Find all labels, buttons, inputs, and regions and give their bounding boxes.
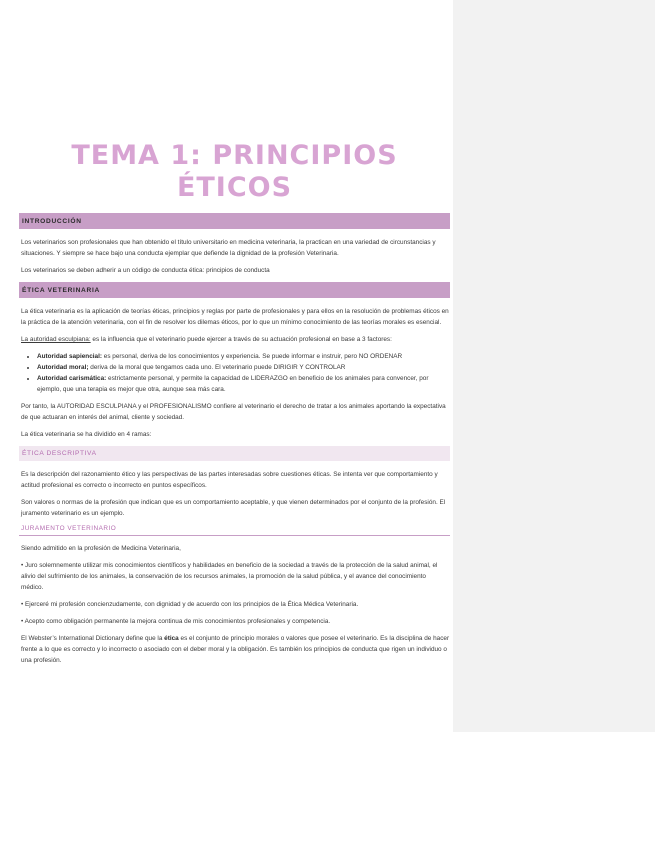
paragraph: • Acepto como obligación permanente la mejora continua de mis conocimientos profesionales y competencia. — [21, 618, 331, 625]
paragraph: Son valores o normas de la profesión que indican que es un comportamiento aceptable, y que vienen determinados por el conjunto de la profesión. El juramento veterinario es un ejemplo. — [21, 499, 446, 517]
paragraph: Es la descripción del razonamiento ético y las perspectivas de las partes interesadas sobre cuestiones éticas. Se intenta ver que comportamiento y actitud profesional es correcto o incorrecto en puntos específicos. — [21, 471, 438, 489]
text: es personal, deriva de los conocimientos y experiencia. Se puede informar e instruir, pero NO ORDENAR — [101, 353, 403, 360]
paragraph-definition — [21, 633, 450, 666]
paragraph: • Juro solemnemente utilizar mis conocimientos científicos y habilidades en beneficio de la sociedad a través de la protección de la salud animal, el alivio del sufrimiento de los animales, la conservación de los recursos animales, la promoción de la salud pública, y el avance del conocimiento médico. — [21, 562, 438, 591]
subsection-heading-juramento: JURAMENTO VETERINARIO — [19, 525, 450, 536]
section-heading-etica-veterinaria: ÉTICA VETERINARIA — [19, 282, 450, 298]
underlined-term: La autoridad esculpiana: — [21, 336, 91, 343]
paragraph: La ética veterinaria es la aplicación de teorías éticas, principios y reglas por parte de profesionales y para ellos en la resolución de problemas éticos en la práctica de la atención veterinaria, con el fin de resolver los dilemas éticos, por lo que un mínimo conocimiento de las teorías morales es esencial. — [21, 308, 449, 326]
paragraph: Por tanto, la AUTORIDAD ESCULPIANA y el PROFESIONALISMO confiere al veterinario el derecho de tratar a los animales aportando la expectativa de que actuaran en interés del animal, cliente y sociedad. — [21, 403, 446, 421]
text: estrictamente personal, y permite la capacidad de LIDERAZGO en beneficio de los animales para convencer, por ejemplo, que una terapia es mejor que otra, aunque sea más cara. — [37, 375, 429, 393]
bold-term: ética — [164, 635, 179, 642]
comment-margin-panel — [453, 0, 655, 732]
subsection-heading-etica-descriptiva: ÉTICA DESCRIPTIVA — [19, 446, 450, 461]
section-heading-introduccion: INTRODUCCIÓN — [19, 213, 450, 229]
bold-term: Autoridad moral; — [37, 364, 89, 371]
page-title: TEMA 1: PRINCIPIOS ÉTICOS — [71, 140, 398, 203]
list-item — [37, 351, 450, 362]
paragraph: Siendo admitido en la profesión de Medicina Veterinaria, — [21, 545, 181, 552]
text: El Webster’s International Dictionary define que la — [21, 635, 165, 642]
bullet-list — [19, 351, 450, 395]
paragraph-autoridad — [21, 334, 450, 345]
text: es el conjunto de principio morales o valores que posee el veterinario. Es la disciplina de hacer frente a lo que es correcto y lo incorrecto o asociado con el deber moral y la obligación. Es también los principios de conducta que rigen un individuo o una profesión. — [21, 635, 450, 664]
list-item — [37, 373, 450, 395]
text: es la influencia que el veterinario puede ejercer a través de su actuación profesional en base a 3 factores: — [90, 336, 392, 343]
paragraph: La ética veterinaria se ha dividido en 4 ramas: — [21, 431, 152, 438]
list-item — [37, 362, 450, 373]
bold-term: Autoridad carismática: — [37, 375, 107, 382]
document-content — [19, 140, 450, 672]
text: deriva de la moral que tengamos cada uno. El veterinario puede DIRIGIR Y CONTROLAR — [88, 364, 346, 371]
paragraph: Los veterinarios son profesionales que han obtenido el título universitario en medicina veterinaria, la practican en una variedad de circunstancias y situaciones. Y siempre se hace bajo una conducta ejemplar que defiende la dignidad de la profesión Veterinaria. — [21, 239, 436, 257]
paragraph: Los veterinarios se deben adherir a un código de conducta ética: principios de conducta — [21, 267, 270, 274]
bold-term: Autoridad sapiencial: — [37, 353, 102, 360]
paragraph: • Ejerceré mi profesión concienzudamente, con dignidad y de acuerdo con los principios de la Ética Médica Veterinaria. — [21, 601, 359, 608]
